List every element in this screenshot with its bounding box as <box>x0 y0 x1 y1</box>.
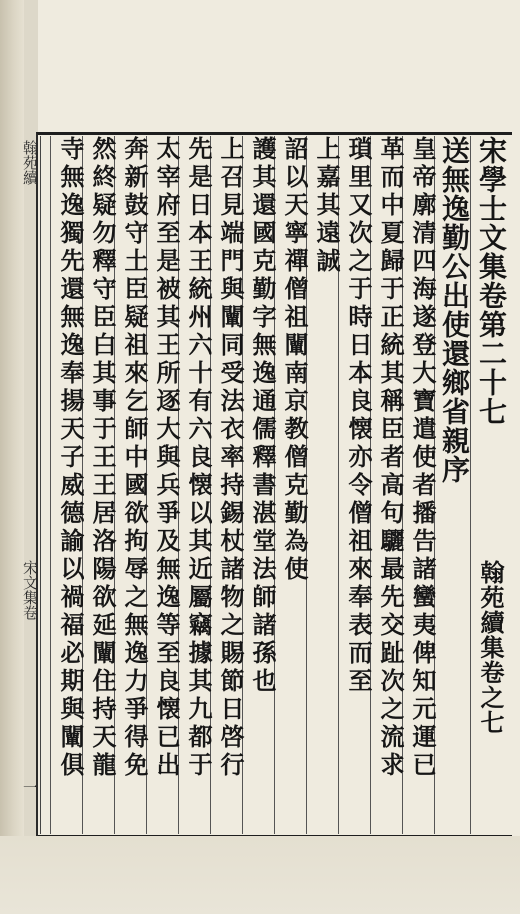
fold-page-mark: 一 <box>21 780 39 795</box>
text-column-13: 寺無逸獨先還無逸奉揚天子威德諭以禍福必期與闡俱 <box>56 136 85 780</box>
volume-mark: 翰苑續集卷之七 <box>476 560 505 735</box>
page-title: 宋學士文集卷第二十七 <box>475 136 508 426</box>
text-column-7: 護其還國克勤字無逸通儒釋書湛堂法師諸孫也 <box>248 136 277 696</box>
text-column-5: 上嘉其遠誠 <box>312 136 341 276</box>
text-column-6: 詔以天寧禪僧祖闡南京教僧克勤為使 <box>280 136 309 584</box>
text-column-14-spacer <box>42 136 52 832</box>
fold-volume-mark: 宋文集卷 <box>21 560 39 620</box>
bottom-margin <box>0 836 520 914</box>
fold-title: 翰苑續 <box>21 140 39 185</box>
text-column-1: 送無逸勤公出使還鄉省親序 <box>438 136 471 484</box>
text-column-3: 革而中夏歸于正統其稱臣者高句驪最先交趾次之流求 <box>376 136 405 780</box>
text-column-2: 皇帝廓清四海遂登大寶遣使者播告諸蠻夷俾知元運已 <box>408 136 437 780</box>
frame-inner-line <box>40 136 41 834</box>
text-column-12: 然終疑勿釋守臣白其事于王王居洛陽欲延闡住持天龍 <box>88 136 117 780</box>
text-column-10: 太宰府至是被其王所逐大與兵爭及無逸等至良懐已出 <box>152 136 181 780</box>
text-column-9: 先是日本王統州六十有六良懐以其近屬竊據其九都于 <box>184 136 213 780</box>
text-column-8: 上召見端門與闡同受法衣率持錫杖諸物之賜節日啓行 <box>216 136 245 780</box>
text-column-4: 瑣里又次之于時日本良懐亦令僧祖來奉表而至 <box>344 136 373 696</box>
text-column-11: 奔新鼓守土臣疑祖來乞師中國欲拘辱之無逸力爭得免 <box>120 136 149 780</box>
book-spine <box>0 0 25 914</box>
